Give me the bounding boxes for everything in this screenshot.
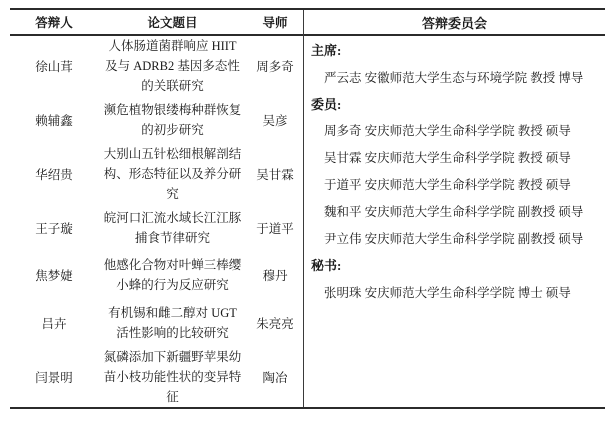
committee-member: 吴甘霖 安庆师范大学生命科学学院 教授 硕导 [324,151,571,165]
committee-member: 尹立伟 安庆师范大学生命科学学院 副教授 硕导 [324,232,584,246]
table-header-row [10,10,303,36]
table-row [10,36,303,96]
defense-list-section [10,10,303,407]
column-header-thesis-title: 论文题目 [147,16,198,30]
advisor-name: 于道平 [256,221,294,236]
defender-name: 吕卉 [41,317,67,332]
table-row [10,204,303,252]
committee-body [304,36,605,407]
column-header-committee: 答辩委员会 [304,10,605,36]
thesis-title: 皖河口汇流水域长江江豚捕食节律研究 [103,210,242,245]
committee-secretary-label: 秘书: [311,258,342,273]
advisor-name: 周多奇 [256,60,294,74]
advisor-name: 穆丹 [262,269,288,284]
committee-secretary: 张明珠 安庆师范大学生命科学学院 博士 硕导 [324,286,571,300]
table-row [10,144,303,204]
table-row [10,299,303,347]
defender-name: 王子璇 [35,221,73,236]
defender-name: 徐山茸 [35,60,73,74]
thesis-title: 氮磷添加下新疆野苹果幼苗小枝功能性状的变异特征 [103,350,242,404]
defender-name: 华绍贵 [35,167,73,182]
defense-schedule-table [10,8,605,409]
committee-section [303,10,605,407]
table-row [10,96,303,144]
advisor-name: 陶冶 [262,371,288,385]
advisor-name: 吴彦 [262,113,288,128]
table-row [10,252,303,300]
thesis-title: 人体肠道菌群响应 HIIT 及与 ADRB2 基因多态性的关联研究 [105,39,240,93]
thesis-title: 濒危植物银缕梅种群恢复的初步研究 [103,102,242,137]
advisor-name: 朱亮亮 [256,317,294,332]
thesis-title: 有机锡和雌二醇对 UGT 活性影响的比较研究 [108,306,237,341]
defender-name: 焦梦婕 [35,269,73,284]
committee-chair: 严云志 安徽师范大学生态与环境学院 教授 博导 [324,71,584,85]
committee-chair-label: 主席: [311,43,342,58]
committee-member: 于道平 安庆师范大学生命科学学院 教授 硕导 [324,178,571,192]
advisor-name: 吴甘霖 [256,167,294,182]
committee-member: 魏和平 安庆师范大学生命科学学院 副教授 硕导 [324,205,584,219]
committee-member: 周多奇 安庆师范大学生命科学学院 教授 硕导 [324,124,571,138]
column-header-defender: 答辩人 [35,16,73,30]
thesis-title: 大别山五针松细根解剖结构、形态特征以及养分研究 [103,146,242,201]
table-row [10,347,303,407]
committee-members-label: 委员: [311,97,342,112]
defender-name: 赖辅鑫 [35,113,73,128]
thesis-title: 他感化合物对叶蝉三棒缨小蜂的行为反应研究 [103,258,242,293]
defender-name: 闫景明 [35,371,73,385]
table-body [10,36,303,407]
column-header-advisor: 导师 [262,16,288,30]
